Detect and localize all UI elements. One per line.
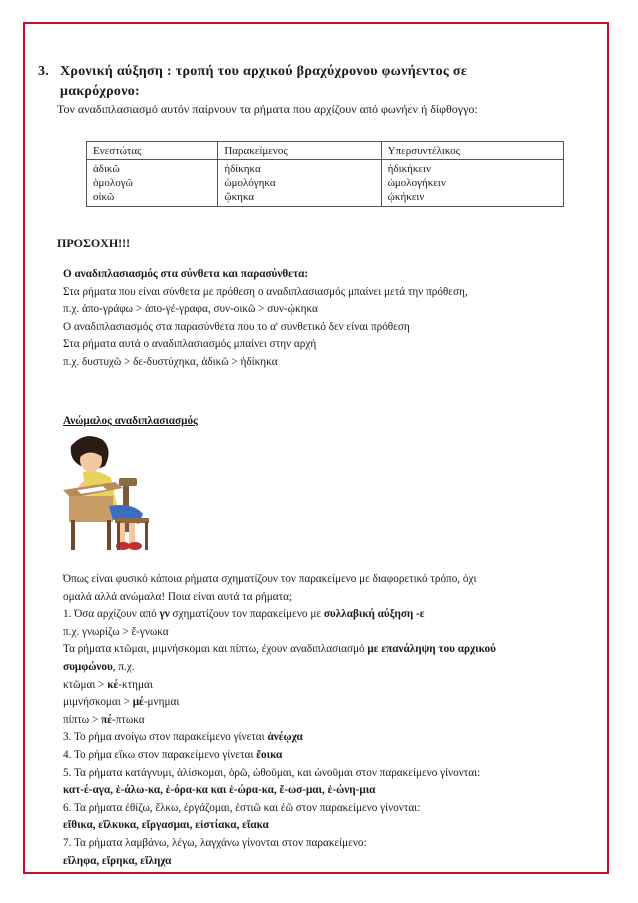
section-intro: Τον αναδιπλασιασμό αυτόν παίρνουν τα ρήματα που αρχίζουν από φωνήεν ή δίφθογγο: xyxy=(57,102,478,116)
rule-7-forms: εἴληφα, εἴρηκα, εἴληχα xyxy=(63,854,172,867)
irregular-line: Όπως είναι φυσικό κάποια ρήματα σχηματίζουν τον παρακείμενο με διαφορετικό τρόπο, όχι xyxy=(63,573,477,585)
column-header: Ενεστώτας xyxy=(87,142,218,160)
rule-2-cont: συμφώνου, π.χ. xyxy=(63,660,135,673)
rule-2-example: κτῶμαι > κέ-κτημαι xyxy=(63,678,153,691)
column-header: Παρακείμενος xyxy=(218,142,381,160)
compound-line: Στα ρήματα που είναι σύνθετα με πρόθεση ο αναδιπλασιασμός μπαίνει μετά την πρόθεση, xyxy=(63,285,468,298)
section-title: 3. Χρονική αύξηση : τροπή του αρχικού βραχύχρονου φωνήεντος σε μακρόχρονο: xyxy=(38,64,468,99)
compound-block xyxy=(63,266,468,372)
compound-heading: Ο αναδιπλασιασμός στα σύνθετα και παρασύνθετα: xyxy=(63,268,309,280)
rule-5-forms: κατ-έ-αγα, ἑ-άλω-κα, ἑ-όρα-κα και ἑ-ώρα-κα, ἔ-ωσ-μαι, ἐ-ώνη-μια xyxy=(63,784,376,797)
conjugation-table xyxy=(86,141,564,207)
rule-1-example: π.χ. γνωρίζω > ἔ-γνωκα xyxy=(63,625,169,638)
table-cell: ἠδικήκειν ὡμολογήκειν ᾠκήκειν xyxy=(381,160,563,207)
rule-1: 1. Όσα αρχίζουν από γν σχηματίζουν τον παρακείμενο με συλλαβική αύξηση -ε xyxy=(63,608,425,621)
rule-4: 4. Το ρήμα εἴκω στον παρακείμενο γίνεται ἔοικα xyxy=(63,748,283,761)
rule-6: 6. Τα ρήματα ἐθίζω, ἕλκω, ἐργάζομαι, ἑστιῶ και ἐῶ στον παρακείμενο γίνονται: xyxy=(63,801,421,814)
column-header: Υπερσυντέλικος xyxy=(381,142,563,160)
table-header-row xyxy=(87,142,564,160)
table-row xyxy=(87,160,564,207)
compound-line: Στα ρήματα αυτά ο αναδιπλασιασμός μπαίνει στην αρχή xyxy=(63,338,317,351)
table-cell: ἠδίκηκα ὡμολόγηκα ᾤκηκα xyxy=(218,160,381,207)
rule-3: 3. Το ρήμα ανοίγω στον παρακείμενο γίνεται ἀνέῳχα xyxy=(63,731,303,744)
irregular-line: ομαλά αλλά ανώμαλα! Ποια είναι αυτά τα ρήματα; xyxy=(63,590,293,603)
girl-writing-illustration xyxy=(63,432,175,556)
caution-heading: ΠΡΟΣΟΧΗ!!! xyxy=(57,236,131,250)
table-cell: ἀδικῶ ὁμολογῶ οἰκῶ xyxy=(87,160,218,207)
rule-2-example: μιμνήσκομαι > μέ-μνημαι xyxy=(63,696,180,709)
compound-line: π.χ. δυστυχῶ > δε-δυστύχηκα, ἀδικῶ > ἠδίκηκα xyxy=(63,355,278,368)
rule-2-example: πίπτω > πέ-πτωκα xyxy=(63,713,145,726)
section-number: 3. xyxy=(38,64,50,79)
rule-7: 7. Τα ρήματα λαμβάνω, λέγω, λαγχάνω γίνονται στον παρακείμενο: xyxy=(63,836,367,849)
rule-6-forms: εἴθικα, εἵλκυκα, εἴργασμαι, εἱστίακα, εἴακα xyxy=(63,819,269,832)
compound-line: Ο αναδιπλασιασμός στα παρασύνθετα που το α' συνθετικό δεν είναι πρόθεση xyxy=(63,320,410,333)
rule-2: Τα ρήματα κτῶμαι, μιμνήσκομαι και πίπτω, έχουν αναδιπλασιασμό με επανάληψη του αρχικού xyxy=(63,643,496,656)
irregular-block xyxy=(63,571,496,870)
irregular-heading: Ανώμαλος αναδιπλασιασμός xyxy=(63,415,198,427)
compound-line: π.χ. ἀπο-γράφω > ἀπο-γέ-γραφα, συν-οικῶ > συν-ῴκηκα xyxy=(63,303,318,316)
rule-5: 5. Τα ρήματα κατάγνυμι, ἁλίσκομαι, ὁρῶ, ὠθοῦμαι, και ὠνοῦμαι στον παρακείμενο γίνονται: xyxy=(63,766,481,779)
